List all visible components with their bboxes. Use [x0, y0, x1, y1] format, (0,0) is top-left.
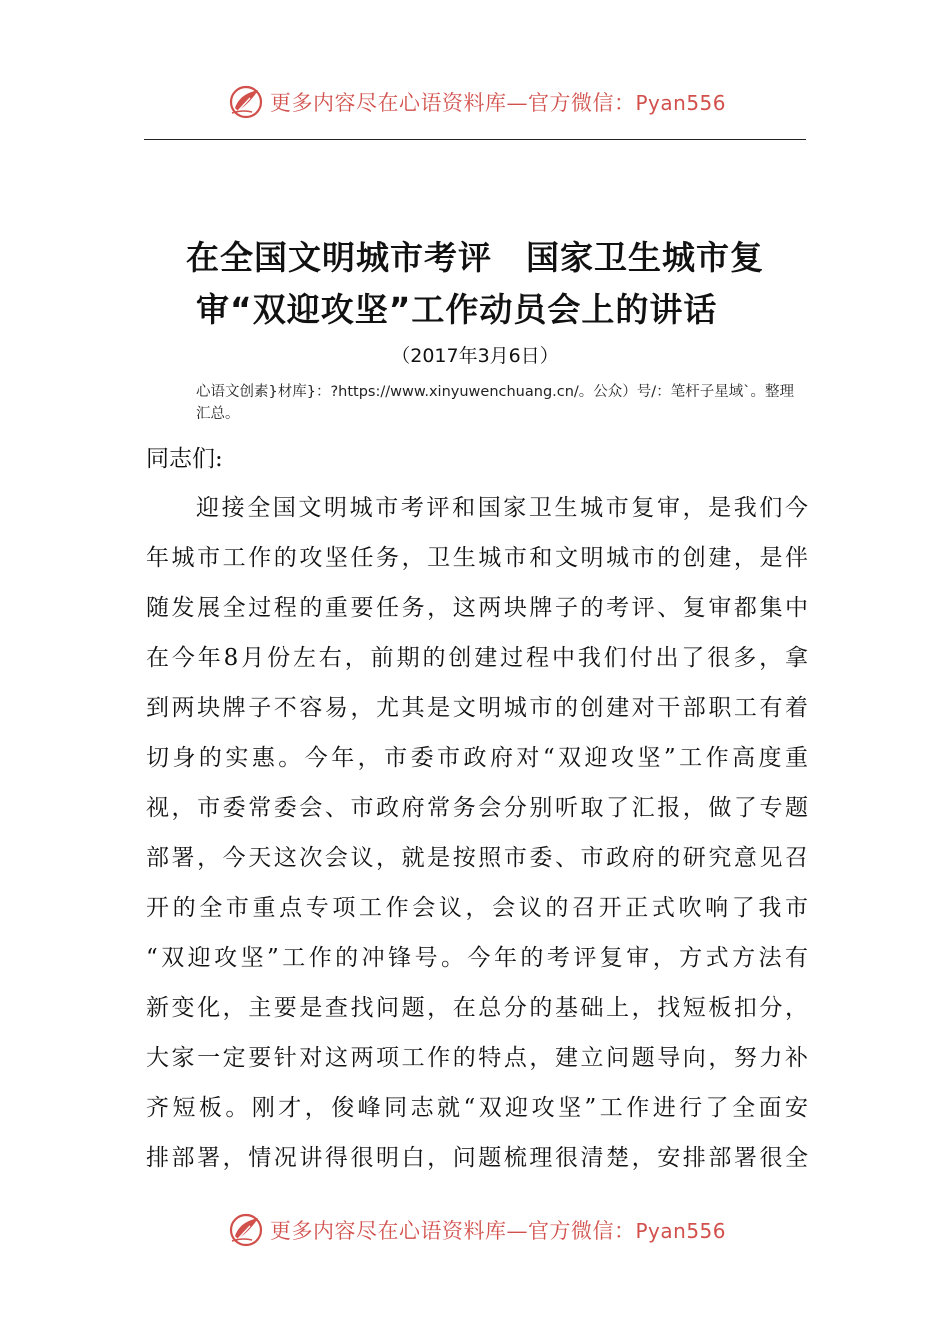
body-line: 在今年8月份左右，前期的创建过程中我们付出了很多，拿	[146, 645, 808, 671]
wechat-id: Pyan556	[635, 91, 727, 115]
source-note: 心语文创素}材库}：?https://www.xinyuwenchuang.cn/。公众）号/：笔杆子星域`。整理汇总。	[196, 384, 794, 422]
doc-date: （2017年3月6日）	[391, 345, 559, 367]
body-line: 迎接全国文明城市考评和国家卫生城市复审，是我们今	[196, 495, 808, 521]
body-line: 随发展全过程的重要任务，这两块牌子的考评、复审都集中	[146, 595, 808, 621]
pen-nib-circle-icon	[228, 84, 264, 120]
banner-text: 更多内容尽在心语资料库—官方微信：Pyan556	[270, 1219, 727, 1243]
body-line: 大家一定要针对这两项工作的特点，建立问题导向，努力补	[146, 1045, 808, 1071]
body-line: 到两块牌子不容易，尤其是文明城市的创建对干部职工有着	[146, 695, 808, 721]
doc-title-line-1: 在全国文明城市考评 国家卫生城市复	[186, 238, 764, 277]
footer-banner	[228, 1210, 748, 1250]
header-divider	[144, 139, 806, 140]
wechat-id: Pyan556	[635, 1219, 727, 1243]
body-line: 部署，今天这次会议，就是按照市委、市政府的研究意见召	[146, 845, 808, 871]
body-line: 新变化，主要是查找问题，在总分的基础上，找短板扣分，	[146, 995, 808, 1021]
doc-title-line-2: 审“双迎攻坚”工作动员会上的讲话	[196, 290, 718, 329]
body-line: 开的全市重点专项工作会议，会议的召开正式吹响了我市	[146, 895, 808, 921]
body-text	[146, 483, 808, 1183]
body-line: “双迎攻坚”工作的冲锋号。今年的考评复审，方式方法有	[146, 945, 808, 971]
body-line: 排部署，情况讲得很明白，问题梳理很清楚，安排部署很全	[146, 1145, 808, 1171]
greeting: 同志们:	[146, 446, 223, 472]
banner-text: 更多内容尽在心语资料库—官方微信：Pyan556	[270, 91, 727, 115]
header-banner	[228, 82, 748, 122]
body-line: 视，市委常委会、市政府常务会分别听取了汇报，做了专题	[146, 795, 808, 821]
body-line: 切身的实惠。今年，市委市政府对“双迎攻坚”工作高度重	[146, 745, 808, 771]
pen-nib-circle-icon	[228, 1212, 264, 1248]
body-line: 齐短板。刚才，俊峰同志就“双迎攻坚”工作进行了全面安	[146, 1095, 808, 1121]
body-line: 年城市工作的攻坚任务，卫生城市和文明城市的创建，是伴	[146, 545, 808, 571]
